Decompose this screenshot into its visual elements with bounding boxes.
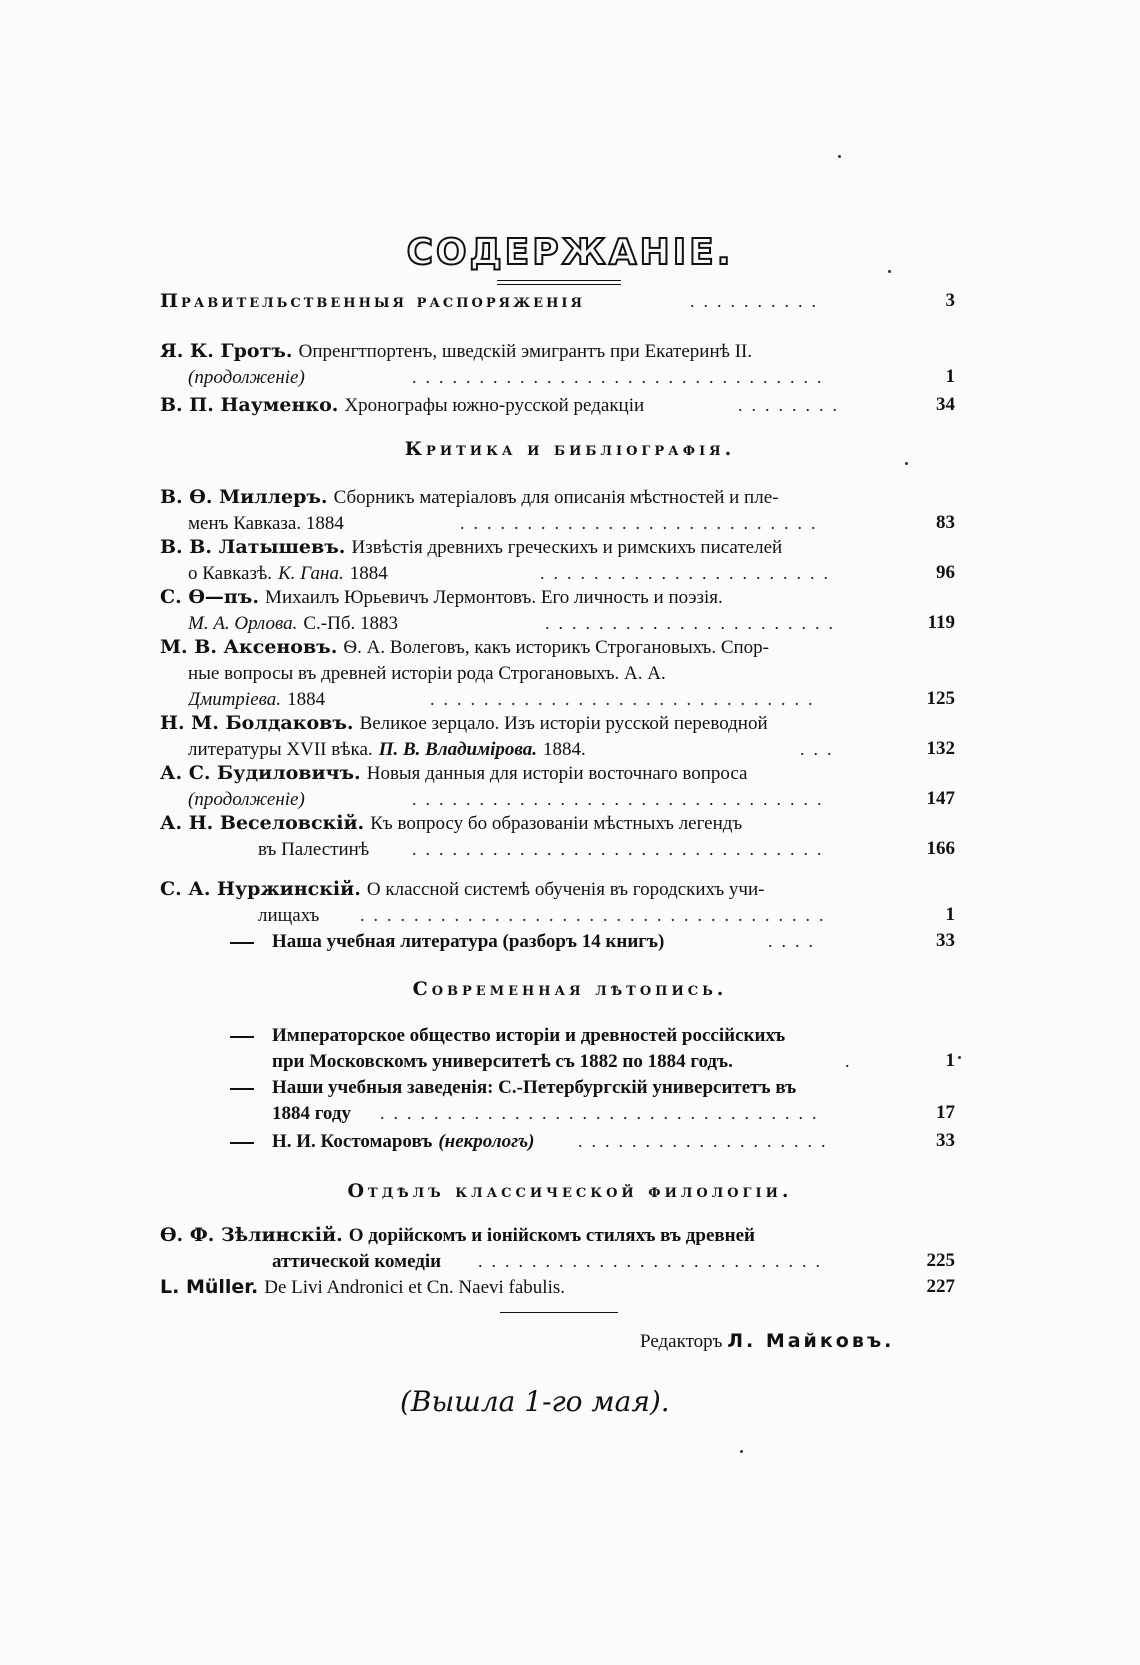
closing-rule — [500, 1312, 618, 1313]
leader-dots: ............................. — [430, 689, 822, 709]
leader-dots: .......... — [690, 291, 825, 311]
toc-entry-cont: менъ Кавказа. 1884 — [188, 513, 344, 534]
toc-entry: Н. И. Костомаровъ (некрологъ) — [272, 1131, 535, 1152]
section-heading: Современная лѣтопись. — [412, 978, 728, 1000]
toc-entry: Я. К. Гротъ. Опренгтпортенъ, шведскій эмигрантъ при Екатеринѣ II. — [160, 340, 753, 362]
page-title: СОДЕРЖАНІЕ. — [406, 232, 734, 273]
leader-dots: ...................... — [540, 563, 837, 583]
em-dash — [230, 1036, 254, 1038]
page-number: 33 — [936, 1130, 955, 1151]
title-rule — [497, 280, 621, 281]
toc-entry-cont: лищахъ — [258, 905, 320, 926]
leader-dots: ... — [800, 739, 841, 759]
section-heading: Отдѣлъ классической филологіи. — [347, 1180, 793, 1202]
toc-entry: Наша учебная литература (разборъ 14 книгъ) — [272, 931, 665, 952]
leader-dots: ........ — [738, 395, 846, 415]
toc-entry-cont: (продолженіе) — [188, 367, 305, 388]
page-number: 132 — [926, 738, 955, 759]
toc-entry-cont: о Кавказѣ. К. Гана. 1884 — [188, 563, 388, 584]
leader-dots: ........................... — [460, 513, 825, 533]
toc-entry: Н. М. Болдаковъ. Великое зерцало. Изъ исторіи русской переводной — [160, 712, 768, 734]
title-rule — [497, 284, 621, 285]
page-number: 17 — [936, 1102, 955, 1123]
toc-entry: Правительственныя распоряженія — [160, 290, 585, 312]
leader-dots: ............................... — [412, 367, 831, 387]
section-heading: Критика и библіографія. — [404, 438, 736, 460]
leader-dots: .... — [768, 931, 822, 951]
toc-entry-cont: (продолженіе) — [188, 789, 305, 810]
paper-speck — [905, 462, 908, 465]
page-number: 34 — [936, 394, 955, 415]
toc-entry: А. Н. Веселовскій. Къ вопросу бо образованіи мѣстныхъ легендъ — [160, 812, 743, 834]
toc-entry-cont: 1884 году — [272, 1103, 351, 1124]
toc-entry: В. П. Науменко. Хронографы южно-русской редакціи — [160, 394, 645, 416]
editor-line: Редакторъ Л. Майковъ. — [640, 1330, 895, 1352]
toc-entry: В. В. Латышевъ. Извѣстія древнихъ греческихъ и римскихъ писателей — [160, 536, 783, 558]
toc-entry: М. В. Аксеновъ. Ѳ. А. Волеговъ, какъ историкъ Строгановыхъ. Спор- — [160, 636, 770, 658]
toc-entry: Императорское общество исторіи и древностей россійскихъ — [272, 1025, 786, 1046]
page-number: 1 — [945, 1050, 955, 1071]
page-number: 225 — [926, 1250, 955, 1271]
toc-entry: Ѳ. Ф. Зѣлинскій. О дорійскомъ и іонійскомъ стиляхъ въ древней — [160, 1224, 755, 1246]
toc-entry-cont: литературы XVII вѣка. П. В. Владимірова. 1884. — [188, 739, 586, 760]
page-number: 227 — [926, 1276, 955, 1297]
leader-dots: ............................... — [412, 839, 831, 859]
toc-entry-cont: аттической комедіи — [272, 1251, 442, 1272]
toc-entry: В. Ѳ. Миллеръ. Сборникъ матеріаловъ для описанія мѣстностей и пле- — [160, 486, 779, 508]
toc-entry-cont: ные вопросы въ древней исторіи рода Строгановыхъ. А. А. — [188, 663, 666, 684]
toc-entry-cont: Дмитріева. 1884 — [188, 689, 326, 710]
paper-speck — [888, 270, 891, 273]
leader-dots: ............................... — [412, 789, 831, 809]
paper-speck — [740, 1450, 743, 1453]
leader-dots: ................................. — [380, 1103, 826, 1123]
page-number: 119 — [927, 612, 955, 633]
page-number: 83 — [936, 512, 955, 533]
toc-entry: Наши учебныя заведенія: С.-Петербургскій университетъ въ — [272, 1077, 797, 1098]
leader-dots: . — [845, 1051, 859, 1071]
em-dash — [230, 942, 254, 944]
paper-speck — [958, 1056, 961, 1059]
toc-entry-cont: М. А. Орлова. С.-Пб. 1883 — [188, 613, 399, 634]
paper-speck — [838, 155, 841, 158]
page-number: 1 — [945, 366, 955, 387]
leader-dots: ...................... — [545, 613, 842, 633]
toc-entry: А. С. Будиловичъ. Новыя данныя для исторіи восточнаго вопроса — [160, 762, 748, 784]
page-number: 33 — [936, 930, 955, 951]
page-number: 147 — [926, 788, 955, 809]
page-number: 166 — [926, 838, 955, 859]
toc-entry-cont: при Московскомъ университетѣ съ 1882 по 1884 годъ. — [272, 1051, 733, 1072]
em-dash — [230, 1142, 254, 1144]
issue-date-handwritten: (Вышла 1-го мая). — [400, 1385, 670, 1418]
toc-entry: С. Ѳ—пъ. Михаилъ Юрьевичъ Лермонтовъ. Его личность и поэзія. — [160, 586, 723, 608]
em-dash — [230, 1088, 254, 1090]
page-number: 96 — [936, 562, 955, 583]
toc-entry: С. А. Нуржинскій. О классной системѣ обученія въ городскихъ учи- — [160, 878, 765, 900]
page-number: 125 — [926, 688, 955, 709]
page-number: 1 — [945, 904, 955, 925]
leader-dots: ................................... — [360, 905, 833, 925]
page-number: 3 — [945, 290, 955, 311]
toc-entry: L. Müller. De Livi Andronici et Cn. Naevi fabulis. — [160, 1276, 565, 1298]
leader-dots: ................... — [578, 1131, 835, 1151]
toc-entry-cont: въ Палестинѣ — [258, 839, 370, 860]
leader-dots: .......................... — [478, 1251, 829, 1271]
